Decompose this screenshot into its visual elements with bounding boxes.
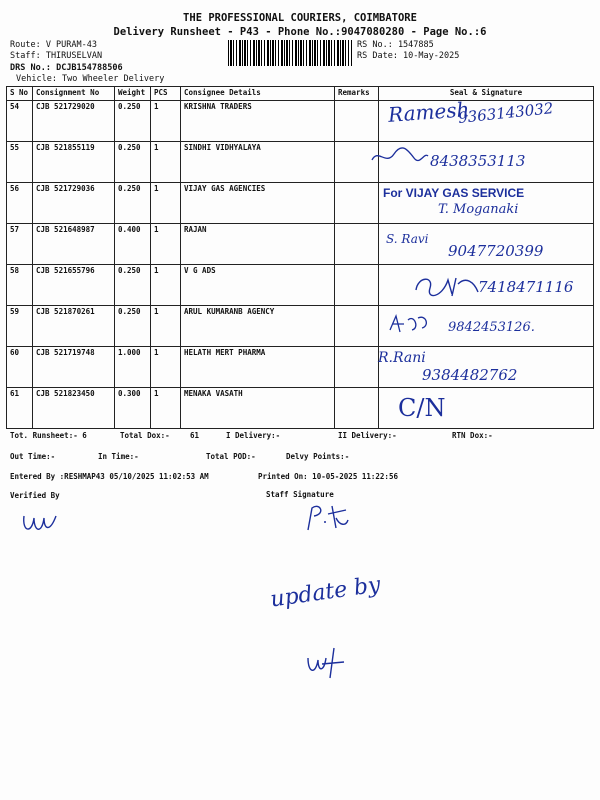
cell-pcs: 1 — [151, 265, 181, 306]
barcode-image — [228, 40, 352, 66]
cell-consignment: CJB 521855119 — [33, 142, 115, 183]
in-time: In Time:- — [98, 452, 139, 461]
table-row — [7, 388, 594, 429]
cell-consignee: ARUL KUMARANB AGENCY — [181, 306, 335, 347]
col-weight: Weight — [115, 87, 151, 101]
cell-pcs: 1 — [151, 347, 181, 388]
staff-signature-label: Staff Signature — [266, 490, 334, 499]
signature-56-name: T. Moganaki — [438, 202, 519, 217]
table-header-row — [7, 87, 594, 101]
cell-weight: 0.250 — [115, 101, 151, 142]
cell-consignee: HELATH MERT PHARMA — [181, 347, 335, 388]
cell-consignee: MENAKA VASATH — [181, 388, 335, 429]
stamp-56: For VIJAY GAS SERVICE — [383, 186, 525, 200]
drs-label: DRS No.: — [10, 63, 51, 73]
cell-remarks — [335, 306, 379, 347]
cell-pcs: 1 — [151, 101, 181, 142]
signature-59-phone: 9842453126. — [448, 320, 535, 335]
cell-pcs: 1 — [151, 306, 181, 347]
cell-sno: 57 — [7, 224, 33, 265]
cell-sno: 55 — [7, 142, 33, 183]
verified-by: Verified By — [10, 491, 60, 500]
out-time: Out Time:- — [10, 452, 56, 461]
cell-weight: 0.250 — [115, 265, 151, 306]
staff: Staff: THIRUSELVAN — [10, 51, 103, 61]
cell-remarks — [335, 388, 379, 429]
cell-weight: 1.000 — [115, 347, 151, 388]
signature-60-name: R.Rani — [378, 350, 426, 366]
rs-number: RS No.: 1547885 — [357, 40, 434, 50]
signature-57-name: S. Ravi — [386, 232, 429, 246]
cell-remarks — [335, 183, 379, 224]
update-note: update by — [268, 572, 383, 613]
cell-pcs: 1 — [151, 183, 181, 224]
col-sno: S No — [7, 87, 33, 101]
cell-pcs: 1 — [151, 224, 181, 265]
signature-59-scribble — [386, 312, 436, 336]
total-pod: Total POD:- — [206, 452, 256, 461]
cell-consignee: V G ADS — [181, 265, 335, 306]
cell-weight: 0.300 — [115, 388, 151, 429]
route: Route: V PURAM-43 — [10, 40, 97, 50]
signature-58-phone: 7418471116 — [478, 278, 574, 296]
cell-remarks — [335, 101, 379, 142]
signature-54-phone: 9363143032 — [457, 99, 555, 127]
cell-weight: 0.250 — [115, 142, 151, 183]
cell-weight: 0.250 — [115, 183, 151, 224]
cell-pcs: 1 — [151, 388, 181, 429]
update-signature — [304, 644, 348, 680]
col-pcs: PCS — [151, 87, 181, 101]
cell-consignment: CJB 521729020 — [33, 101, 115, 142]
cell-pcs: 1 — [151, 142, 181, 183]
cell-consignment: CJB 521719748 — [33, 347, 115, 388]
verified-signature — [20, 508, 64, 538]
cell-sno: 58 — [7, 265, 33, 306]
signature-55-phone: 8438353113 — [430, 152, 526, 170]
col-consignee: Consignee Details — [181, 87, 335, 101]
cell-consignee: RAJAN — [181, 224, 335, 265]
cell-consignee: VIJAY GAS AGENCIES — [181, 183, 335, 224]
printed-on: Printed On: 10-05-2025 11:22:56 — [258, 472, 398, 481]
col-consignment: Consignment No — [33, 87, 115, 101]
rs-date: RS Date: 10-May-2025 — [357, 51, 460, 61]
col-signature: Seal & Signature — [379, 87, 594, 101]
vehicle: Vehicle: Two Wheeler Delivery — [16, 74, 165, 84]
runsheet-subtitle: Delivery Runsheet - P43 - Phone No.:9047080280 - Page No.:6 — [113, 26, 487, 38]
signature-54-name: Ramesh — [387, 97, 471, 127]
cell-weight: 0.250 — [115, 306, 151, 347]
cell-remarks — [335, 265, 379, 306]
cell-remarks — [335, 347, 379, 388]
cell-consignment: CJB 521655796 — [33, 265, 115, 306]
total-dox-label: Total Dox:- — [120, 431, 170, 440]
signature-58-scribble — [412, 272, 484, 300]
tot-runsheet: Tot. Runsheet:- 6 — [10, 431, 87, 440]
signature-61-mark: C/N — [398, 394, 446, 422]
cell-sno: 60 — [7, 347, 33, 388]
cell-consignment: CJB 521870261 — [33, 306, 115, 347]
cell-sno: 56 — [7, 183, 33, 224]
cell-weight: 0.400 — [115, 224, 151, 265]
delvy-points: Delvy Points:- — [286, 452, 350, 461]
col-remarks: Remarks — [335, 87, 379, 101]
ii-delivery: II Delivery:- — [338, 431, 397, 440]
drs-number — [10, 63, 123, 73]
signature-57-phone: 9047720399 — [448, 242, 544, 260]
signature-60-phone: 9384482762 — [422, 366, 518, 384]
cell-remarks — [335, 224, 379, 265]
staff-signature — [302, 500, 352, 534]
cell-sno: 61 — [7, 388, 33, 429]
cell-consignment: CJB 521729036 — [33, 183, 115, 224]
signature-55-scribble — [368, 144, 432, 168]
entered-by: Entered By :RESHMAP43 05/10/2025 11:02:53 AM — [10, 472, 209, 481]
company-name: THE PROFESSIONAL COURIERS, COIMBATORE — [183, 12, 417, 24]
cell-consignee: KRISHNA TRADERS — [181, 101, 335, 142]
cell-sno: 54 — [7, 101, 33, 142]
cell-consignment: CJB 521823450 — [33, 388, 115, 429]
cell-consignee: SINDHI VIDHYALAYA — [181, 142, 335, 183]
i-delivery: I Delivery:- — [226, 431, 281, 440]
cell-sno: 59 — [7, 306, 33, 347]
cell-consignment: CJB 521648987 — [33, 224, 115, 265]
total-dox-value: 61 — [190, 431, 200, 440]
drs-value: DCJB154788506 — [56, 63, 123, 73]
rtn-dox: RTN Dox:- — [452, 431, 493, 440]
